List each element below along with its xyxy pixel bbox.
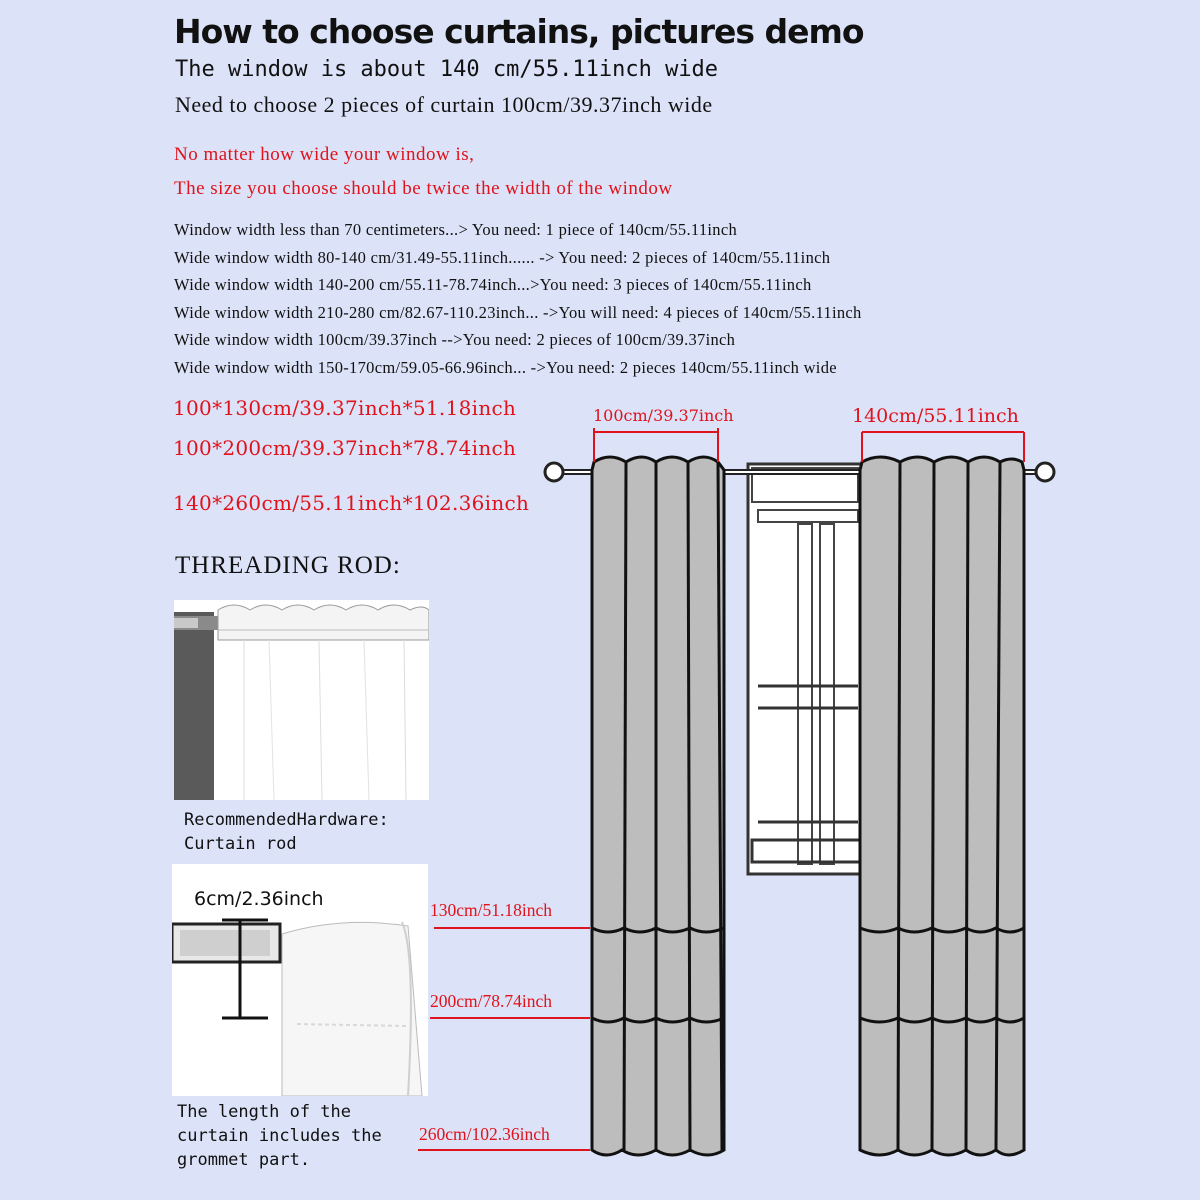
window-frame: [748, 464, 864, 874]
rule-item: Window width less than 70 centimeters...> You need: 1 piece of 140cm/55.11inch: [174, 220, 738, 239]
gap-label: 6cm/2.36inch: [194, 888, 324, 910]
rule-item: Wide window width 80-140 cm/31.49-55.11inch...... -> You need: 2 pieces of 140cm/55.11inch: [174, 247, 831, 267]
size-option: 100*130cm/39.37inch*51.18inch: [173, 396, 517, 420]
width-label-right: 140cm/55.11inch: [852, 405, 1019, 427]
rule-item: Wide window width 150-170cm/59.05-66.96inch... ->You need: 2 pieces 140cm/55.11inch wide: [174, 357, 837, 377]
threading-rod-heading: THREADING ROD:: [175, 552, 401, 579]
note-line-1: No matter how wide your window is,: [174, 144, 475, 165]
length-label-200: 200cm/78.74inch: [430, 991, 552, 1011]
hardware-caption: RecommendedHardware: Curtain rod: [184, 810, 389, 854]
right-curtain-panel: [860, 457, 1024, 1155]
length-label-130: 130cm/51.18inch: [430, 900, 552, 920]
curtain-choice-text: Need to choose 2 pieces of curtain 100cm/39.37inch wide: [175, 92, 713, 117]
note-line-2: The size you choose should be twice the width of the window: [174, 178, 673, 199]
rule-item: Wide window width 100cm/39.37inch -->You need: 2 pieces of 100cm/39.37inch: [174, 330, 736, 349]
length-label-260: 260cm/102.36inch: [419, 1124, 550, 1144]
size-option: 140*260cm/55.11inch*102.36inch: [173, 491, 530, 515]
width-label-left: 100cm/39.37inch: [593, 406, 734, 425]
page-title: How to choose curtains, pictures demo: [174, 12, 864, 51]
length-caption: The length of the curtain includes the grommet part.: [177, 1102, 382, 1170]
size-option: 100*200cm/39.37inch*78.74inch: [173, 436, 517, 460]
rule-item: Wide window width 140-200 cm/55.11-78.74inch...>You need: 3 pieces of 140cm/55.11inch: [174, 275, 812, 294]
rule-item: Wide window width 210-280 cm/82.67-110.23inch... ->You will need: 4 pieces of 140cm/55.11inch: [174, 302, 862, 322]
window-width-text: The window is about 140 cm/55.11inch wide: [175, 57, 719, 82]
left-curtain-panel: [592, 457, 724, 1155]
